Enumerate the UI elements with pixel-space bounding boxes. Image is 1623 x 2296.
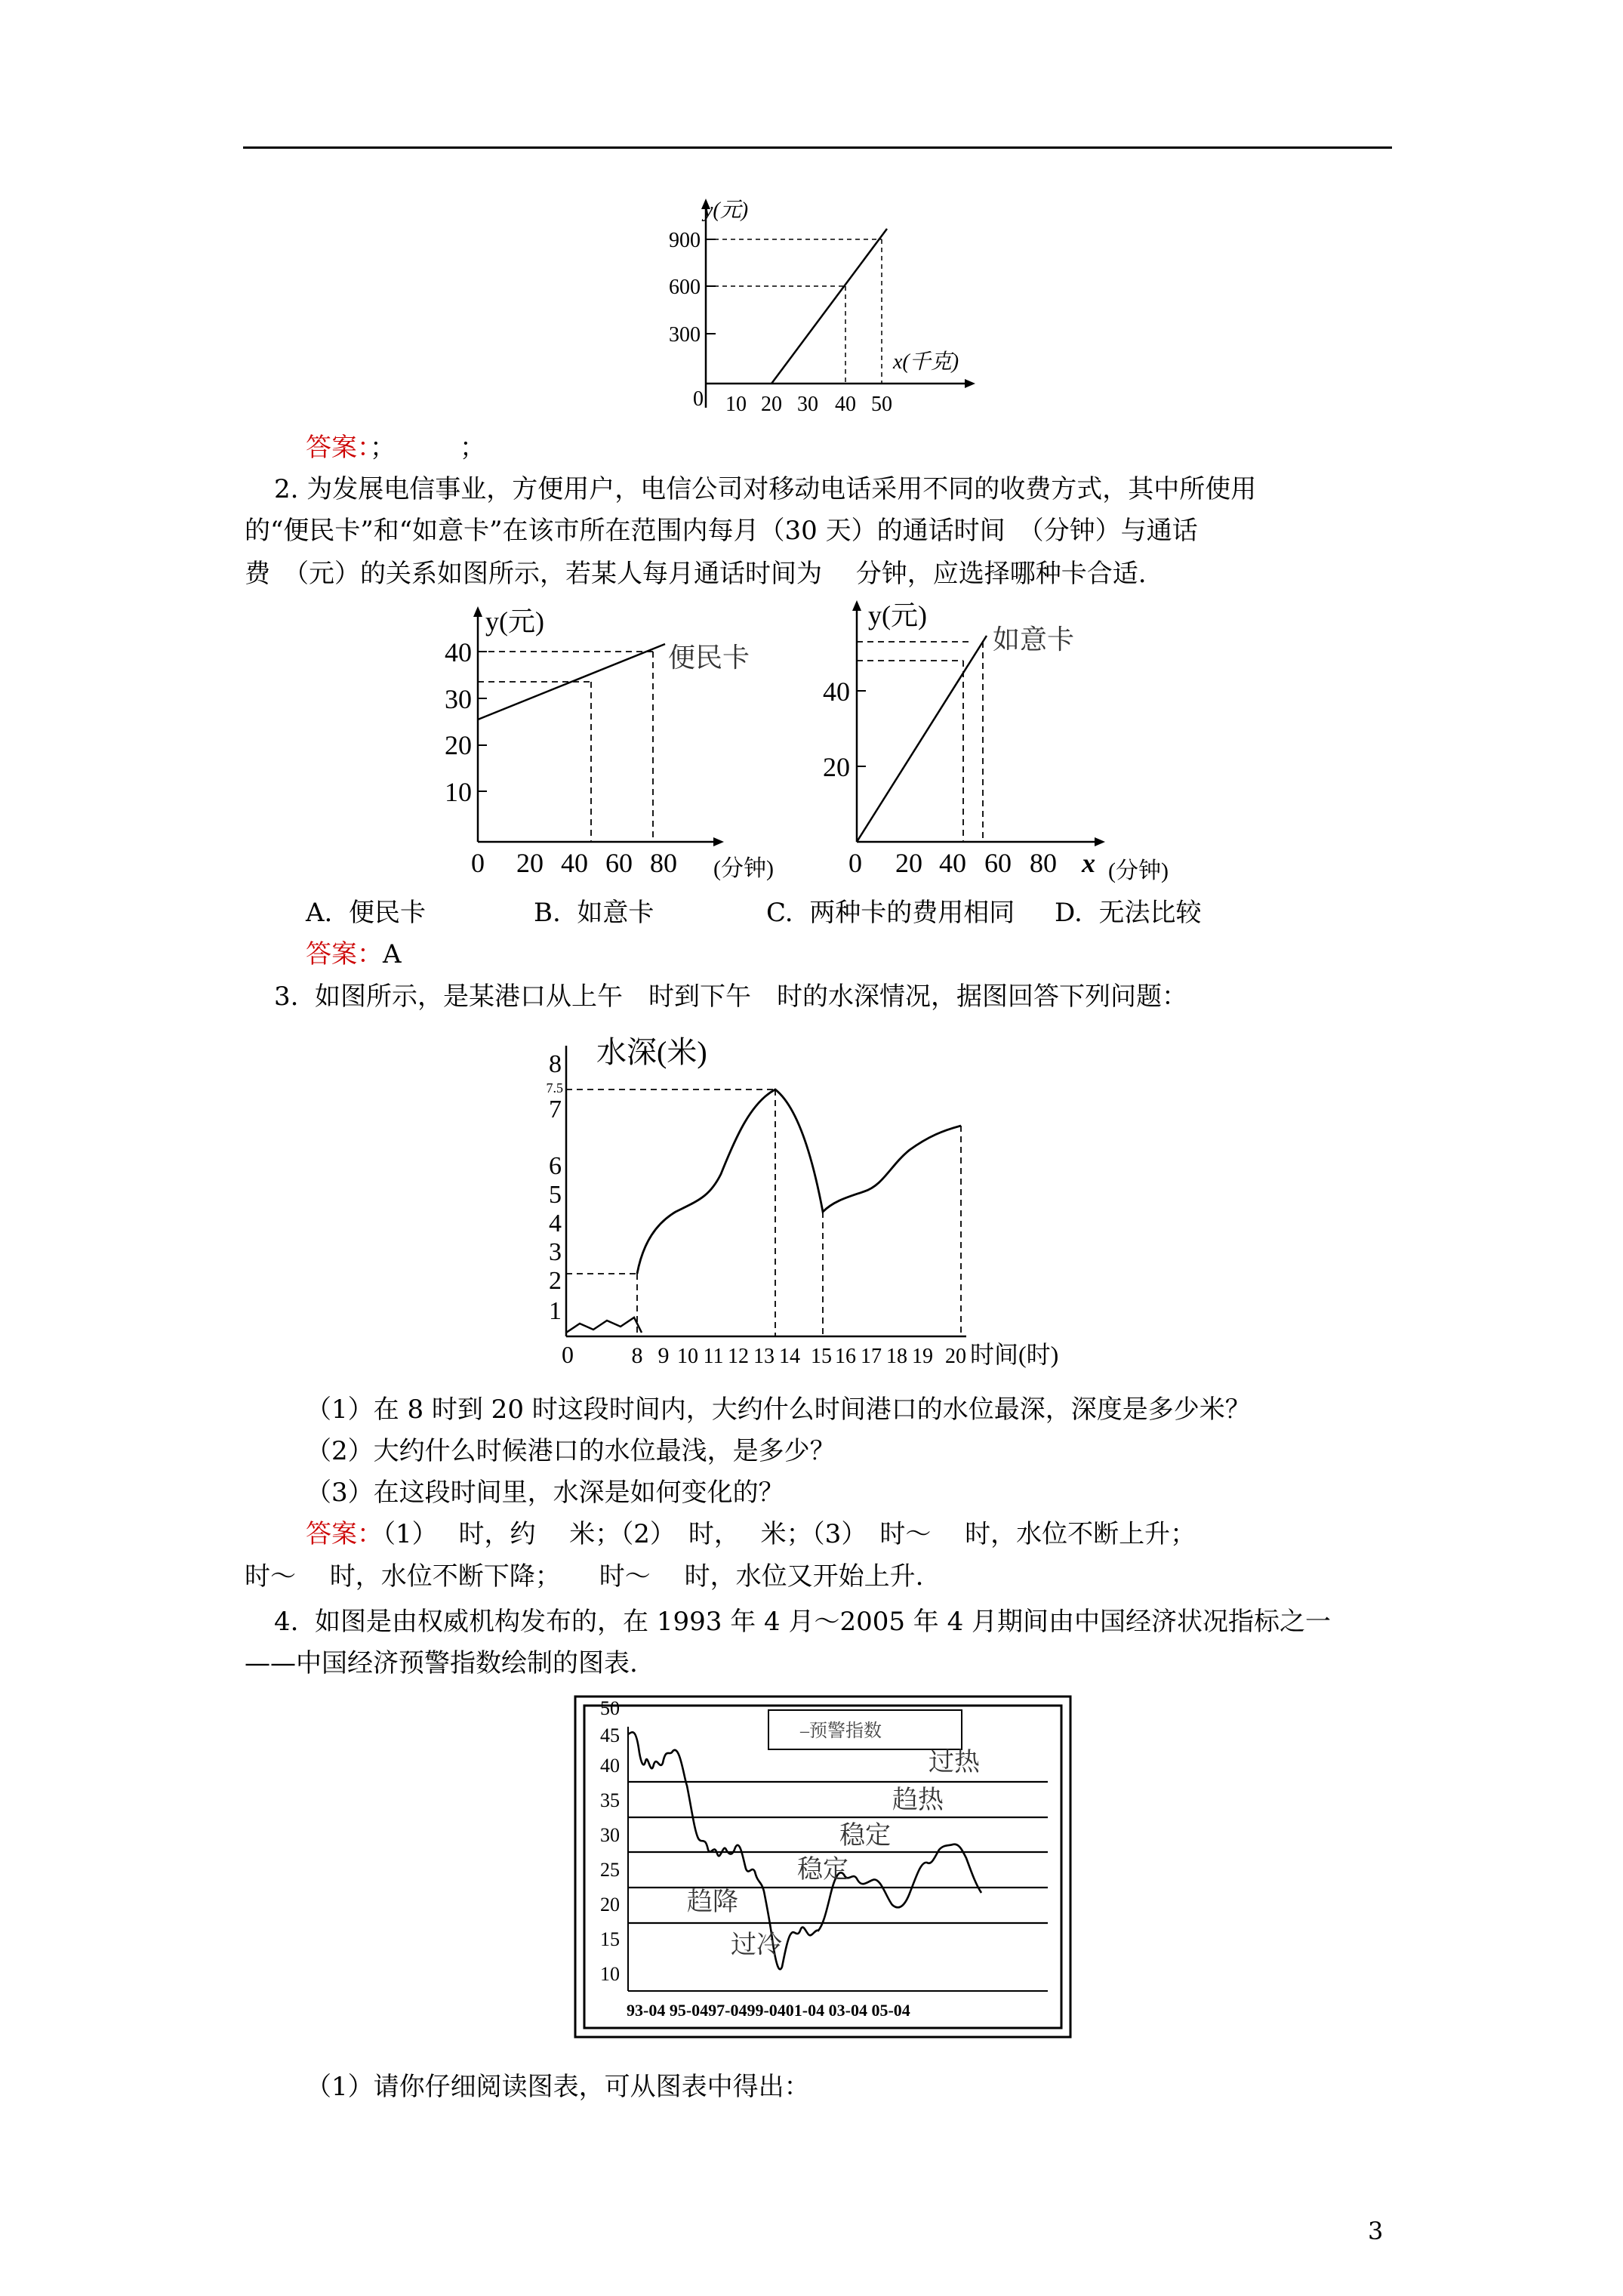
x-tick: 17 [861,1345,882,1368]
origin-label: 0 [693,387,704,411]
x-tick: 30 [797,393,818,416]
x-tick: 60 [605,848,633,878]
x-tick-labels: 93-04 95-0497-0499-0401-04 03-04 05-04 [627,2001,910,2020]
x-tick: 9 [658,1343,670,1368]
y-tick: 45 [600,1724,620,1746]
q2-line-3: 费 （元）的关系如图所示，若某人每月通话时间为 分钟，应选择哪种卡合适. [245,559,1147,589]
q3-sub-2: （2）大约什么时候港口的水位最浅，是多少？ [306,1436,836,1466]
x-axis-var: x [1082,848,1095,878]
zone-warming: 趋热 [892,1786,944,1814]
x-unit-label: (分钟) [713,856,774,881]
x-tick: 13 [753,1345,775,1368]
x-tick: 11 [703,1345,724,1368]
q3-answer-line-2: 时～ 时，水位不断下降； 时～ 时，水位又开始上升. [245,1561,924,1592]
answer-blanks: （1） 时，约 米；（2） 时， 米；（3） 时～ 时，水位不断上升； [383,1519,1196,1549]
y-tick: 50 [600,1697,620,1719]
figure-warning-index [574,1695,1072,2039]
zone-overcold: 过冷 [731,1931,782,1959]
answer-label: 答案： [306,433,370,463]
answer-label: 答案： [306,1519,383,1549]
y-tick: 40 [600,1755,620,1777]
zone-overheat: 过热 [929,1749,980,1777]
q2-answer [306,939,402,969]
x-axis-label: x(千克) [893,350,959,374]
x-tick: 20 [516,848,544,878]
q2-option-a: A. 便民卡 [306,898,426,928]
q3-sub-1: （1）在 8 时到 20 时这段时间内，大约什么时间港口的水位最深，深度是多少米？ [306,1395,1251,1425]
q4-line-1: 4. 如图是由权威机构发布的，在 1993 年 4 月～2005 年 4 月期间由中国经济状况指标之一 [274,1607,1332,1637]
series-label: 便民卡 [668,643,750,673]
y-tick: 3 [549,1238,562,1266]
answer-blanks: ； ； [370,433,485,463]
q3-sub-3: （3）在这段时间里，水深是如何变化的？ [306,1478,784,1508]
x-tick: 20 [761,393,782,416]
page-number: 3 [1368,2217,1384,2245]
y-tick-special: 7.5 [546,1080,563,1096]
y-tick: 1 [549,1297,562,1325]
y-tick: 6 [549,1152,562,1180]
zone-stable-lower: 稳定 [797,1856,848,1884]
y-tick: 35 [600,1789,620,1811]
x-unit-label: (分钟) [1108,858,1169,883]
x-tick: 12 [728,1345,749,1368]
q3-line-1: 3. 如图所示，是某港口从上午 时到下午 时的水深情况，据图回答下列问题： [274,982,1188,1012]
y-tick: 20 [445,730,472,760]
q1-answer [306,433,485,463]
legend-label: –预警指数 [800,1721,882,1741]
x-tick: 40 [561,848,588,878]
x-tick: 19 [912,1345,933,1368]
y-tick: 30 [445,684,472,714]
y-axis-label: 水深(米) [596,1035,707,1069]
q2-line-1: 2. 为发展电信事业，方便用户，电信公司对移动电话采用不同的收费方式，其中所使用 [274,474,1257,504]
x-axis-label: 时间(时) [970,1341,1059,1368]
y-tick: 900 [669,229,701,252]
y-axis-label: y(元) [704,199,749,222]
x-tick: 20 [895,848,922,878]
x-tick: 80 [1030,848,1057,878]
y-tick: 10 [445,777,472,807]
q2-option-d: D. 无法比较 [1055,898,1202,928]
q2-option-b: B. 如意卡 [534,898,654,928]
y-tick: 20 [823,752,850,782]
y-tick: 4 [549,1210,562,1237]
x-tick: 60 [984,848,1012,878]
origin-label: 0 [471,848,485,878]
q2-option-c: C. 两种卡的费用相同 [766,898,1015,928]
y-tick: 2 [549,1267,562,1295]
origin-label: 0 [562,1341,574,1368]
x-tick: 16 [835,1345,856,1368]
x-tick: 18 [886,1345,907,1368]
q4-sub-1: （1）请你仔细阅读图表，可从图表中得出： [306,2072,810,2102]
figure-ruyi-card [823,593,1215,883]
y-tick: 600 [669,276,701,299]
y-tick: 20 [600,1894,620,1915]
x-tick: 10 [725,393,747,416]
figure-water-depth [528,1031,1117,1378]
zone-cooling: 趋降 [687,1888,738,1916]
y-axis-label: y(元) [485,606,544,636]
x-tick: 40 [939,848,966,878]
q2-line-2: 的“便民卡”和“如意卡”在该市所在范围内每月（30 天）的通话时间 （分钟）与通话 [245,516,1198,546]
x-tick: 8 [631,1343,643,1368]
y-tick: 300 [669,323,701,347]
answer-label: 答案： [306,939,383,969]
y-tick: 8 [549,1050,562,1078]
x-tick: 10 [677,1345,698,1368]
x-tick: 50 [871,393,892,416]
q4-line-2: ——中国经济预警指数绘制的图表. [245,1648,638,1678]
x-tick: 20 [945,1345,966,1368]
q3-answer-line-1 [306,1519,1196,1549]
y-tick: 40 [823,676,850,707]
header-rule [243,146,1392,149]
x-tick: 15 [811,1345,832,1368]
y-tick: 40 [445,637,472,667]
y-tick: 5 [549,1181,562,1209]
x-tick: 14 [779,1345,800,1368]
figure-price-weight [634,193,996,419]
x-tick: 40 [835,393,856,416]
x-tick: 80 [650,848,677,878]
y-tick: 15 [600,1928,620,1950]
y-tick: 7 [549,1096,562,1123]
y-tick: 30 [600,1824,620,1846]
y-tick: 10 [600,1963,620,1985]
y-tick: 25 [600,1859,620,1881]
series-label: 如意卡 [993,624,1075,655]
origin-label: 0 [848,848,862,878]
answer-value: A [383,939,402,969]
y-axis-label: y(元) [868,600,927,630]
figure-bianmin-card [411,600,804,883]
zone-stable-upper: 稳定 [839,1822,891,1850]
